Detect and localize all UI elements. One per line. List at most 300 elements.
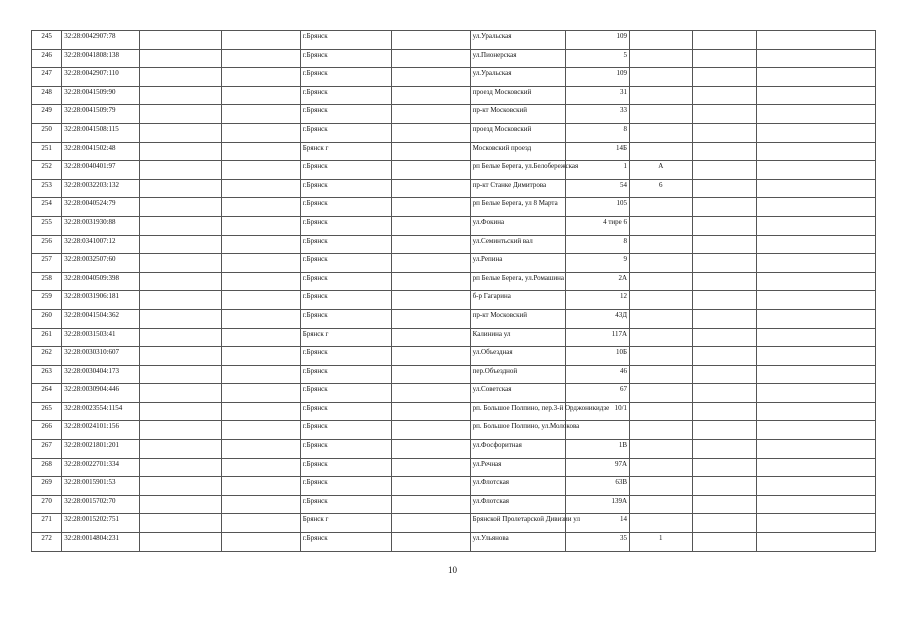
empty-cell [392, 198, 470, 217]
empty-cell [757, 198, 876, 217]
cadastral-number-cell: 32:28:0030404:173 [62, 365, 140, 384]
building-cell [630, 105, 693, 124]
empty-cell [221, 477, 300, 496]
empty-cell [221, 86, 300, 105]
cadastral-number-cell: 32:28:0022701:334 [62, 458, 140, 477]
table-row [32, 514, 876, 533]
empty-cell [392, 123, 470, 142]
empty-cell [757, 31, 876, 50]
empty-cell [221, 179, 300, 198]
table-row [32, 142, 876, 161]
row-number-cell: 262 [32, 347, 62, 366]
house-number-cell: 46 [566, 365, 630, 384]
empty-cell [392, 235, 470, 254]
empty-cell [392, 291, 470, 310]
empty-cell [392, 142, 470, 161]
cadastral-number-cell: 32:28:0341007:12 [62, 235, 140, 254]
empty-cell [221, 347, 300, 366]
row-number-cell: 253 [32, 179, 62, 198]
street-cell: проезд Московский [470, 123, 566, 142]
cadastral-number-cell: 32:28:0030904:446 [62, 384, 140, 403]
building-cell [630, 421, 693, 440]
house-number-cell: 9 [566, 254, 630, 273]
locality-cell: г.Брянск [300, 254, 392, 273]
row-number-cell: 251 [32, 142, 62, 161]
cadastral-number-cell: 32:28:0032203:132 [62, 179, 140, 198]
row-number-cell: 269 [32, 477, 62, 496]
house-number-cell: 33 [566, 105, 630, 124]
table-row [32, 440, 876, 459]
empty-cell [140, 68, 221, 87]
house-number-cell: 54 [566, 179, 630, 198]
empty-cell [140, 440, 221, 459]
empty-cell [221, 458, 300, 477]
empty-cell [757, 272, 876, 291]
row-number-cell: 258 [32, 272, 62, 291]
empty-cell [140, 142, 221, 161]
house-number-cell: 97А [566, 458, 630, 477]
house-number-cell: 5 [566, 49, 630, 68]
cadastral-number-cell: 32:28:0042907:78 [62, 31, 140, 50]
street-cell: рп. Большое Полпино, пер.3-й Орджоникидзе [470, 402, 566, 421]
locality-cell: г.Брянск [300, 291, 392, 310]
table-row [32, 49, 876, 68]
empty-cell [392, 495, 470, 514]
locality-cell: г.Брянск [300, 533, 392, 552]
street-cell: рп Белые Берега, ул 8 Марта [470, 198, 566, 217]
empty-cell [392, 272, 470, 291]
locality-cell: г.Брянск [300, 216, 392, 235]
empty-cell [692, 198, 757, 217]
empty-cell [757, 254, 876, 273]
empty-cell [140, 272, 221, 291]
locality-cell: г.Брянск [300, 272, 392, 291]
cadastral-number-cell: 32:28:0040524:79 [62, 198, 140, 217]
house-number-cell: 109 [566, 68, 630, 87]
empty-cell [392, 254, 470, 273]
empty-cell [692, 216, 757, 235]
empty-cell [140, 86, 221, 105]
empty-cell [692, 179, 757, 198]
building-cell [630, 123, 693, 142]
empty-cell [140, 477, 221, 496]
house-number-cell: 12 [566, 291, 630, 310]
page-number: 10 [448, 565, 457, 575]
table-row [32, 291, 876, 310]
street-cell: пр-кт Московский [470, 309, 566, 328]
empty-cell [140, 533, 221, 552]
empty-cell [140, 365, 221, 384]
empty-cell [692, 161, 757, 180]
empty-cell [757, 235, 876, 254]
street-cell: пер.Объездной [470, 365, 566, 384]
empty-cell [757, 458, 876, 477]
empty-cell [692, 86, 757, 105]
cadastral-number-cell: 32:28:0030310:607 [62, 347, 140, 366]
empty-cell [392, 384, 470, 403]
empty-cell [757, 533, 876, 552]
row-number-cell: 247 [32, 68, 62, 87]
house-number-cell: 43Д [566, 309, 630, 328]
row-number-cell: 245 [32, 31, 62, 50]
table-row [32, 272, 876, 291]
cadastral-number-cell: 32:28:0014804:231 [62, 533, 140, 552]
empty-cell [757, 440, 876, 459]
house-number-cell: 4 тире 6 [566, 216, 630, 235]
building-cell [630, 514, 693, 533]
empty-cell [221, 272, 300, 291]
empty-cell [221, 291, 300, 310]
empty-cell [757, 68, 876, 87]
empty-cell [392, 216, 470, 235]
empty-cell [757, 495, 876, 514]
empty-cell [757, 347, 876, 366]
table-row [32, 68, 876, 87]
building-cell [630, 328, 693, 347]
table-row [32, 216, 876, 235]
house-number-cell: 31 [566, 86, 630, 105]
empty-cell [140, 495, 221, 514]
locality-cell: г.Брянск [300, 477, 392, 496]
empty-cell [140, 421, 221, 440]
row-number-cell: 261 [32, 328, 62, 347]
building-cell [630, 272, 693, 291]
street-cell: пр-кт Станке Димитрова [470, 179, 566, 198]
row-number-cell: 260 [32, 309, 62, 328]
row-number-cell: 259 [32, 291, 62, 310]
locality-cell: г.Брянск [300, 105, 392, 124]
empty-cell [221, 68, 300, 87]
table-row [32, 347, 876, 366]
empty-cell [692, 123, 757, 142]
empty-cell [692, 328, 757, 347]
table-row [32, 86, 876, 105]
street-cell: ул.Репина [470, 254, 566, 273]
table-row [32, 402, 876, 421]
empty-cell [692, 402, 757, 421]
empty-cell [140, 31, 221, 50]
row-number-cell: 271 [32, 514, 62, 533]
street-cell: ул.Фосфоритная [470, 440, 566, 459]
house-number-cell: 63В [566, 477, 630, 496]
empty-cell [140, 309, 221, 328]
empty-cell [140, 328, 221, 347]
cadastral-number-cell: 32:28:0021801:201 [62, 440, 140, 459]
locality-cell: г.Брянск [300, 179, 392, 198]
locality-cell: г.Брянск [300, 235, 392, 254]
locality-cell: г.Брянск [300, 161, 392, 180]
empty-cell [221, 123, 300, 142]
street-cell: ул.Уральская [470, 68, 566, 87]
locality-cell: г.Брянск [300, 68, 392, 87]
empty-cell [692, 31, 757, 50]
locality-cell: Брянск г [300, 514, 392, 533]
cadastral-number-cell: 32:28:0015202:751 [62, 514, 140, 533]
building-cell [630, 198, 693, 217]
empty-cell [692, 49, 757, 68]
locality-cell: г.Брянск [300, 421, 392, 440]
house-number-cell: 105 [566, 198, 630, 217]
empty-cell [692, 309, 757, 328]
building-cell [630, 347, 693, 366]
registry-table [31, 30, 876, 552]
empty-cell [392, 105, 470, 124]
building-cell [630, 440, 693, 459]
building-cell [630, 384, 693, 403]
empty-cell [757, 161, 876, 180]
locality-cell: г.Брянск [300, 384, 392, 403]
empty-cell [221, 198, 300, 217]
street-cell: ул.Уральская [470, 31, 566, 50]
cadastral-number-cell: 32:28:0041502:48 [62, 142, 140, 161]
empty-cell [221, 533, 300, 552]
building-cell: А [630, 161, 693, 180]
street-cell: проезд Московский [470, 86, 566, 105]
empty-cell [757, 402, 876, 421]
street-cell: ул.Фокина [470, 216, 566, 235]
row-number-cell: 268 [32, 458, 62, 477]
building-cell [630, 68, 693, 87]
empty-cell [221, 495, 300, 514]
table-row [32, 477, 876, 496]
empty-cell [757, 291, 876, 310]
cadastral-number-cell: 32:28:0031906:181 [62, 291, 140, 310]
empty-cell [392, 533, 470, 552]
table-row [32, 495, 876, 514]
row-number-cell: 270 [32, 495, 62, 514]
empty-cell [140, 347, 221, 366]
building-cell [630, 235, 693, 254]
row-number-cell: 267 [32, 440, 62, 459]
empty-cell [392, 440, 470, 459]
empty-cell [140, 161, 221, 180]
building-cell [630, 142, 693, 161]
empty-cell [757, 328, 876, 347]
row-number-cell: 252 [32, 161, 62, 180]
cadastral-number-cell: 32:28:0041508:115 [62, 123, 140, 142]
row-number-cell: 264 [32, 384, 62, 403]
table-row [32, 533, 876, 552]
empty-cell [221, 161, 300, 180]
street-cell: ул.Речная [470, 458, 566, 477]
building-cell [630, 365, 693, 384]
empty-cell [140, 216, 221, 235]
empty-cell [692, 347, 757, 366]
empty-cell [392, 477, 470, 496]
table-row [32, 105, 876, 124]
empty-cell [392, 86, 470, 105]
empty-cell [221, 514, 300, 533]
empty-cell [692, 495, 757, 514]
empty-cell [692, 142, 757, 161]
cadastral-number-cell: 32:28:0031930:88 [62, 216, 140, 235]
cadastral-number-cell: 32:28:0031503:41 [62, 328, 140, 347]
locality-cell: г.Брянск [300, 31, 392, 50]
cadastral-number-cell: 32:28:0041504:362 [62, 309, 140, 328]
cadastral-number-cell: 32:28:0041509:79 [62, 105, 140, 124]
row-number-cell: 263 [32, 365, 62, 384]
empty-cell [692, 254, 757, 273]
house-number-cell: 14Б [566, 142, 630, 161]
empty-cell [392, 68, 470, 87]
row-number-cell: 257 [32, 254, 62, 273]
locality-cell: г.Брянск [300, 365, 392, 384]
empty-cell [757, 365, 876, 384]
empty-cell [692, 105, 757, 124]
street-cell: Калинина ул [470, 328, 566, 347]
row-number-cell: 249 [32, 105, 62, 124]
cadastral-number-cell: 32:28:0024101:156 [62, 421, 140, 440]
empty-cell [392, 49, 470, 68]
street-cell: ул.Флотская [470, 477, 566, 496]
cadastral-number-cell: 32:28:0015702:70 [62, 495, 140, 514]
empty-cell [221, 49, 300, 68]
locality-cell: г.Брянск [300, 49, 392, 68]
cadastral-number-cell: 32:28:0015901:53 [62, 477, 140, 496]
empty-cell [392, 365, 470, 384]
table-row [32, 235, 876, 254]
empty-cell [221, 216, 300, 235]
empty-cell [692, 440, 757, 459]
table-row [32, 309, 876, 328]
empty-cell [140, 49, 221, 68]
empty-cell [392, 421, 470, 440]
empty-cell [757, 123, 876, 142]
row-number-cell: 256 [32, 235, 62, 254]
empty-cell [392, 458, 470, 477]
empty-cell [221, 421, 300, 440]
locality-cell: г.Брянск [300, 458, 392, 477]
empty-cell [692, 384, 757, 403]
empty-cell [392, 402, 470, 421]
empty-cell [221, 105, 300, 124]
empty-cell [692, 458, 757, 477]
empty-cell [757, 309, 876, 328]
row-number-cell: 266 [32, 421, 62, 440]
empty-cell [692, 68, 757, 87]
street-cell: ул.Объездная [470, 347, 566, 366]
row-number-cell: 248 [32, 86, 62, 105]
empty-cell [392, 347, 470, 366]
street-cell: б-р Гагарина [470, 291, 566, 310]
street-cell: ул.Советская [470, 384, 566, 403]
table-row [32, 384, 876, 403]
table-row [32, 198, 876, 217]
row-number-cell: 255 [32, 216, 62, 235]
table-row [32, 179, 876, 198]
street-cell: ул.Флотская [470, 495, 566, 514]
cadastral-number-cell: 32:28:0040401:97 [62, 161, 140, 180]
locality-cell: г.Брянск [300, 440, 392, 459]
table-row [32, 31, 876, 50]
building-cell [630, 291, 693, 310]
table-row [32, 161, 876, 180]
building-cell [630, 216, 693, 235]
empty-cell [221, 309, 300, 328]
empty-cell [757, 514, 876, 533]
empty-cell [757, 86, 876, 105]
empty-cell [140, 105, 221, 124]
empty-cell [692, 291, 757, 310]
empty-cell [692, 272, 757, 291]
house-number-cell: 35 [566, 533, 630, 552]
empty-cell [692, 533, 757, 552]
cadastral-number-cell: 32:28:0041808:138 [62, 49, 140, 68]
empty-cell [140, 198, 221, 217]
street-cell: пр-кт Московский [470, 105, 566, 124]
empty-cell [757, 216, 876, 235]
empty-cell [221, 142, 300, 161]
empty-cell [757, 421, 876, 440]
table-row [32, 254, 876, 273]
table-row [32, 123, 876, 142]
house-number-cell: 1 [566, 161, 630, 180]
row-number-cell: 250 [32, 123, 62, 142]
empty-cell [692, 477, 757, 496]
empty-cell [140, 123, 221, 142]
house-number-cell: 67 [566, 384, 630, 403]
table-row [32, 365, 876, 384]
empty-cell [140, 235, 221, 254]
street-cell: рп. Большое Полпино, ул.Молокова [470, 421, 566, 440]
building-cell: 6 [630, 179, 693, 198]
building-cell [630, 31, 693, 50]
empty-cell [692, 421, 757, 440]
empty-cell [140, 254, 221, 273]
street-cell: ул.Пионерская [470, 49, 566, 68]
building-cell [630, 458, 693, 477]
empty-cell [392, 309, 470, 328]
empty-cell [392, 31, 470, 50]
street-cell: рп Белые Берега, ул.Белобережская [470, 161, 566, 180]
cadastral-number-cell: 32:28:0032507:60 [62, 254, 140, 273]
empty-cell [140, 514, 221, 533]
row-number-cell: 272 [32, 533, 62, 552]
cadastral-number-cell: 32:28:0041509:90 [62, 86, 140, 105]
empty-cell [392, 161, 470, 180]
empty-cell [221, 384, 300, 403]
table-row [32, 458, 876, 477]
cadastral-number-cell: 32:28:0042907:110 [62, 68, 140, 87]
locality-cell: г.Брянск [300, 198, 392, 217]
empty-cell [757, 384, 876, 403]
building-cell [630, 86, 693, 105]
locality-cell: г.Брянск [300, 86, 392, 105]
empty-cell [221, 328, 300, 347]
house-number-cell: 2А [566, 272, 630, 291]
house-number-cell: 8 [566, 235, 630, 254]
building-cell [630, 254, 693, 273]
house-number-cell: 139А [566, 495, 630, 514]
street-cell: рп Белые Берега, ул.Ромашина [470, 272, 566, 291]
empty-cell [140, 458, 221, 477]
empty-cell [757, 105, 876, 124]
empty-cell [757, 49, 876, 68]
empty-cell [757, 179, 876, 198]
empty-cell [221, 31, 300, 50]
empty-cell [692, 514, 757, 533]
empty-cell [140, 402, 221, 421]
locality-cell: г.Брянск [300, 495, 392, 514]
house-number-cell: 109 [566, 31, 630, 50]
locality-cell: Брянск г [300, 142, 392, 161]
registry-rows [32, 31, 876, 552]
empty-cell [140, 179, 221, 198]
table-row [32, 421, 876, 440]
empty-cell [692, 365, 757, 384]
street-cell: Брянской Пролетарской Дивизии ул [470, 514, 566, 533]
empty-cell [392, 179, 470, 198]
